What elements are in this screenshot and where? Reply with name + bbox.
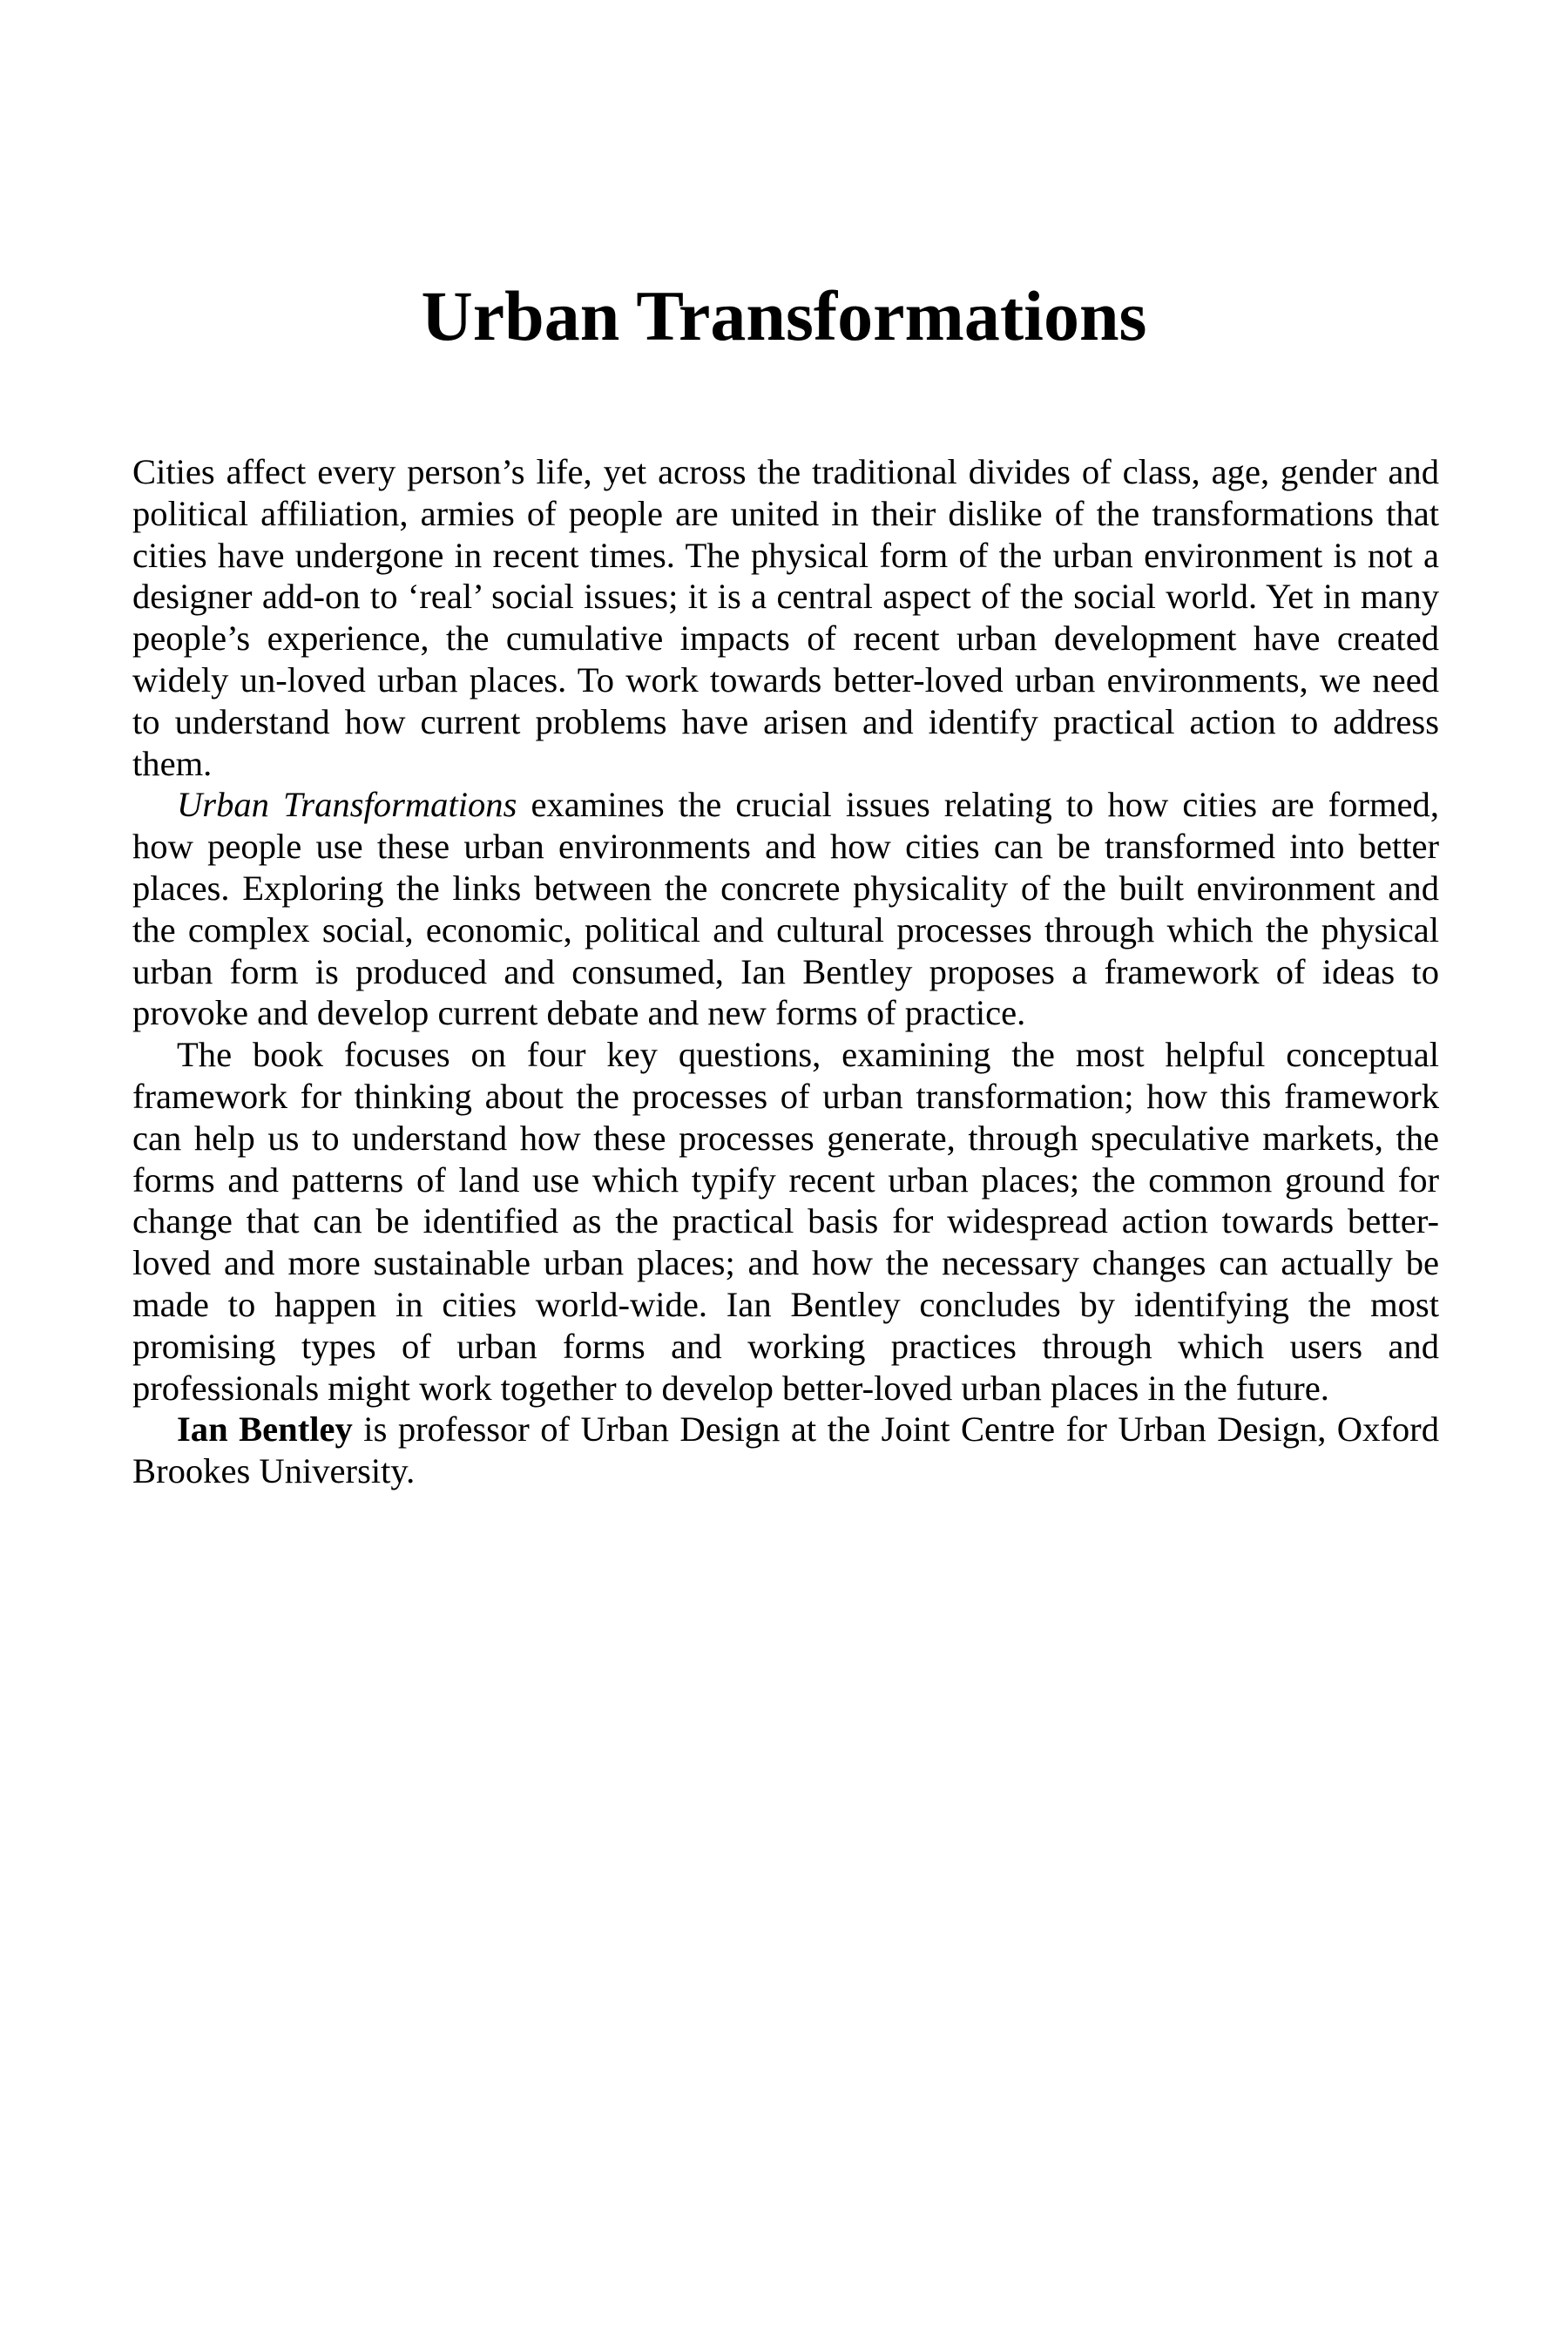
paragraph-book-overview [132, 784, 1439, 1034]
paragraph-book-overview-text: examines the crucial issues relating to how cities are formed, how people use these urban environments and how cities can be transformed into better places. Exploring the links between the concrete physicality of the built environment and the complex social, economic, political and cultural processes through which the physical urban form is produced and consumed, Ian Bentley proposes a framework of ideas to provoke and develop current debate and new forms of practice. [132, 785, 1439, 1033]
paragraph-intro: Cities affect every person’s life, yet across the traditional divides of class, age, gender and political affiliation, armies of people are united in their dislike of the transformations that cities have undergone in recent times. The physical form of the urban environment is not a designer add-on to ‘real’ social issues; it is a central aspect of the social world. Yet in many people’s experience, the cumulative impacts of recent urban development have created widely un-loved urban places. To work towards better-loved urban environments, we need to understand how current problems have arisen and identify practical action to address them. [132, 452, 1439, 783]
author-bio-text: is professor of Urban Design at the Joint Centre for Urban Design, Oxford Brookes University. [132, 1409, 1439, 1491]
paragraph-author-bio [132, 1409, 1439, 1492]
book-title-italic: Urban Transformations [177, 785, 517, 825]
author-name: Ian Bentley [177, 1409, 353, 1450]
paragraph-key-questions: The book focuses on four key questions, examining the most helpful conceptual framework for thinking about the processes of urban transformation; how this framework can help us to understand how these processes generate, through speculative markets, the forms and patterns of land use which typify recent urban places; the common ground for change that can be identified as the practical basis for widespread action towards better-loved and more sustainable urban places; and how the necessary changes can actually be made to happen in cities world-wide. Ian Bentley concludes by identifying the most promising types of urban forms and working practices through which users and professionals might work together to develop better-loved urban places in the future. [132, 1035, 1439, 1408]
page-title: Urban Transformations [421, 276, 1147, 355]
blurb-text [132, 451, 1439, 1492]
